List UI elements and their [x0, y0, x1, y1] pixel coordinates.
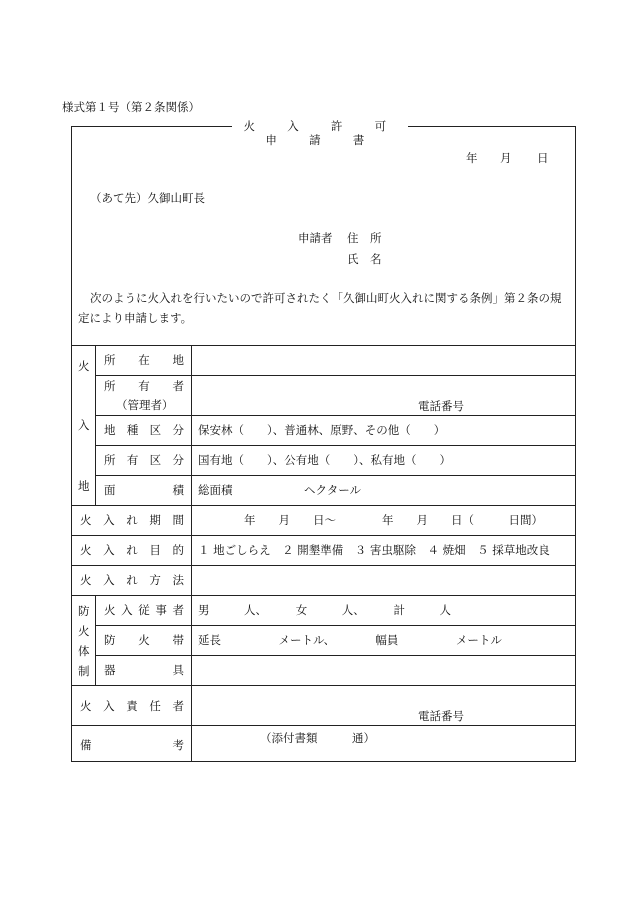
rule-group-divider: [95, 345, 96, 505]
addressee: （あて先）久御山町長: [90, 191, 205, 205]
label-char: 方: [149, 573, 161, 587]
label-char: 目: [149, 543, 161, 557]
date-year: 年: [466, 151, 478, 165]
label-char: れ: [126, 513, 138, 527]
group-label-char: 地: [78, 479, 90, 493]
date-month: 月: [500, 151, 512, 165]
purpose-label: [80, 543, 184, 557]
label-char: 備: [80, 738, 92, 752]
label-char: 入: [103, 543, 115, 557]
label-char: 入: [103, 513, 115, 527]
responsible-phone-label: 電話番号: [418, 709, 464, 723]
rule-table-top: [71, 345, 576, 346]
applicant-name-label: 氏 名: [347, 252, 382, 266]
label-char: 具: [172, 663, 184, 677]
period-label: [80, 513, 184, 527]
label-char: 責: [126, 699, 138, 713]
workers-value: 男 人、 女 人、 計 人: [198, 603, 451, 617]
land-type-value: 保安林（ ）、普通林、原野、その他（ ）: [198, 423, 446, 437]
ownership-value: 国有地（ ）、公有地（ ）、私有地（ ）: [198, 453, 451, 467]
label-char: 任: [149, 699, 161, 713]
label-char: 的: [172, 543, 184, 557]
label-char: 入: [103, 573, 115, 587]
label-char: 従: [138, 603, 150, 617]
intro-line-2: 定により申請します。: [78, 311, 193, 325]
label-char: 地: [172, 353, 184, 367]
label-char: 分: [172, 453, 184, 467]
method-label: [80, 573, 184, 587]
rule: [71, 505, 576, 506]
equipment-label: [104, 663, 184, 677]
date-day: 日: [537, 151, 549, 165]
label-char: 所: [104, 453, 116, 467]
ownership-label: [104, 453, 184, 467]
label-char: 者: [172, 699, 184, 713]
label-char: 火: [80, 699, 92, 713]
group-label-char: 入: [78, 418, 90, 432]
rule: [71, 725, 576, 726]
remarks-value: （添付書類 通）: [260, 731, 375, 745]
rule: [95, 445, 576, 446]
label-char: 所: [104, 379, 116, 393]
label-char: れ: [126, 573, 138, 587]
label-char: 区: [149, 423, 162, 437]
rule-label-divider: [191, 345, 192, 762]
area-unit: ヘクタール: [304, 483, 362, 497]
rule: [71, 595, 576, 596]
remarks-label: [80, 738, 184, 752]
label-char: 火: [80, 513, 92, 527]
label-char: 入: [121, 603, 133, 617]
group-label-char: 火: [78, 624, 90, 638]
location-label: [104, 353, 184, 367]
label-char: 種: [126, 423, 139, 437]
owner-label: [104, 379, 184, 393]
label-char: 火: [80, 543, 92, 557]
label-char: 防: [104, 633, 116, 647]
firebreak-label: [104, 633, 184, 647]
purpose-value: １ 地ごしらえ ２ 開墾準備 ３ 害虫駆除 ４ 焼畑 ５ 採草地改良: [198, 543, 550, 557]
applicant-label: 申請者: [298, 231, 333, 245]
label-char: 所: [104, 353, 116, 367]
label-char: 面: [104, 483, 116, 497]
label-char: 入: [103, 699, 115, 713]
label-char: 間: [172, 513, 184, 527]
label-char: れ: [126, 543, 138, 557]
group-label-char: 火: [78, 359, 90, 373]
label-char: 期: [149, 513, 161, 527]
label-char: 事: [155, 603, 167, 617]
group-label-char: 制: [78, 664, 90, 678]
group-label-char: 防: [78, 604, 90, 618]
rule-group-divider: [95, 595, 96, 685]
form-number: 様式第１号（第２条関係）: [62, 100, 200, 114]
label-char: 者: [172, 379, 184, 393]
rule: [95, 625, 576, 626]
owner-sub-label: （管理者）: [116, 398, 174, 412]
group-label-char: 体: [78, 644, 90, 658]
label-char: 有: [138, 379, 150, 393]
firebreak-value: 延長 メートル、 幅員 メートル: [198, 633, 502, 647]
label-char: 帯: [172, 633, 184, 647]
period-value: 年 月 日～ 年 月 日（ 日間）: [244, 513, 543, 527]
label-char: 地: [104, 423, 116, 437]
form-title: 火 入 許 可 申 請 書: [232, 119, 408, 133]
label-char: 火: [80, 573, 92, 587]
label-char: 積: [172, 483, 184, 497]
rule: [95, 415, 576, 416]
rule: [95, 475, 576, 476]
label-char: 在: [138, 353, 150, 367]
label-char: 火: [104, 603, 116, 617]
workers-label: [104, 603, 184, 617]
label-char: 法: [172, 573, 184, 587]
label-char: 有: [126, 453, 139, 467]
rule: [71, 565, 576, 566]
applicant-address-label: 住 所: [347, 231, 382, 245]
responsible-label: [80, 699, 184, 713]
land-type-label: [104, 423, 184, 437]
rule: [71, 685, 576, 686]
label-char: 火: [138, 633, 150, 647]
area-label: [104, 483, 184, 497]
label-char: 考: [172, 738, 184, 752]
label-char: 者: [172, 603, 184, 617]
intro-line-1: 次のように火入れを行いたいので許可されたく「久御山町火入れに関する条例」第２条の規: [90, 291, 562, 305]
rule: [95, 655, 576, 656]
rule: [71, 535, 576, 536]
label-char: 分: [172, 423, 184, 437]
area-prefix: 総面積: [198, 483, 233, 497]
owner-phone-label: 電話番号: [418, 399, 464, 413]
rule: [95, 375, 576, 376]
label-char: 区: [149, 453, 162, 467]
label-char: 器: [104, 663, 116, 677]
